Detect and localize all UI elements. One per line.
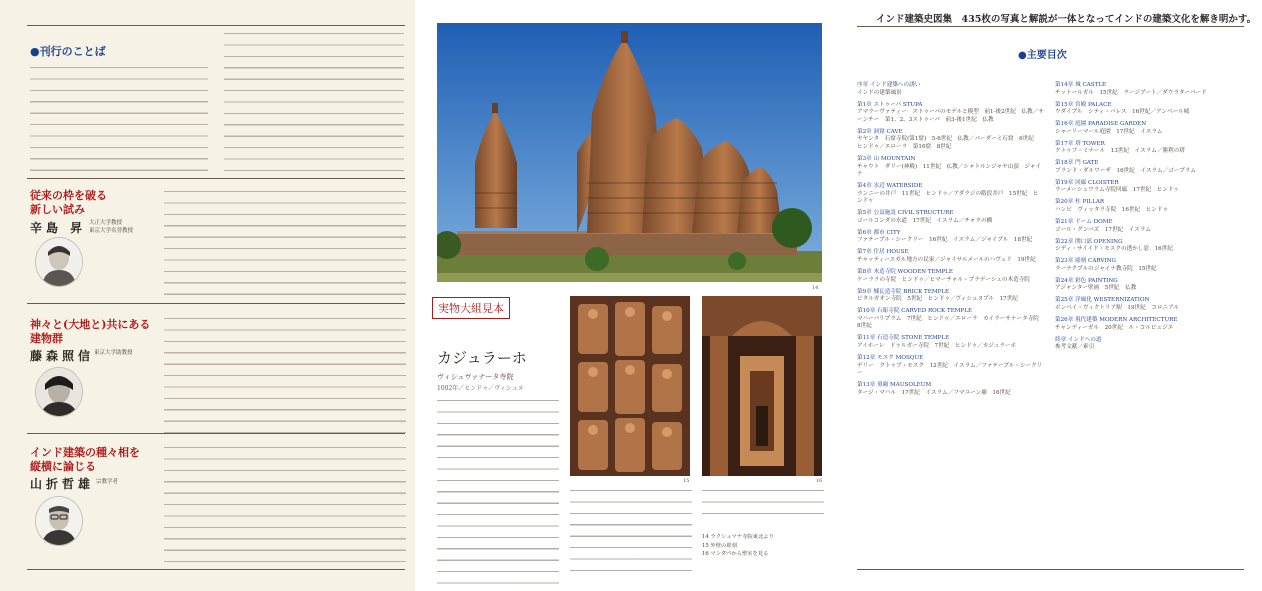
toc-entry — [857, 230, 1044, 245]
toc-chapter-heading: 第26章 現代建築 MODERN ARCHITECTURE — [1055, 316, 1178, 323]
toc-entry — [1055, 337, 1245, 352]
toc-chapter-contents: ゴールコンダの水道 17世紀 イスラム／チャラの橋 — [857, 217, 993, 224]
toc-chapter-contents: ブランド・ダルワーザ 16世紀 イスラム／ゴープラム — [1055, 167, 1196, 174]
toc-entry — [1055, 239, 1245, 254]
sculpture-illustration — [570, 296, 690, 476]
toc-entry — [1055, 278, 1245, 293]
essay-title-fujimori — [30, 318, 150, 346]
toc-chapter-heading: 第7章 住居 HOUSE — [857, 249, 909, 256]
temple-main-photo — [437, 23, 822, 282]
essay-title-line2: 建物群 — [30, 332, 63, 345]
toc-entry — [857, 308, 1044, 331]
bottom-rule — [27, 569, 405, 570]
toc-chapter-heading: 第13章 墓廟 MAUSOLEUM — [857, 382, 932, 389]
toc-chapter-heading: 第14章 城 CASTLE — [1055, 82, 1107, 88]
section-rule-3 — [27, 433, 405, 434]
interior-illustration — [702, 296, 822, 476]
toc-entry — [1055, 141, 1245, 156]
toc-entry — [1055, 102, 1245, 117]
essay-title-yamaori — [30, 446, 140, 474]
toc-chapter-heading: 第6章 都市 CITY — [857, 229, 901, 236]
toc-chapter-contents: ゴール・グンバズ 17世紀 イスラム — [1055, 226, 1152, 233]
series-header: インド建築史図集 435枚の写真と解説が一体となってインドの建築文化を解き明かす。 — [876, 14, 1257, 25]
affiliation-karashima — [89, 219, 133, 235]
toc-chapter-heading: 第21章 ドーム DOME — [1055, 219, 1113, 226]
affiliation-yamaori: 宗教学者 — [96, 479, 119, 485]
left-page — [0, 0, 415, 591]
toc-entry — [857, 210, 1044, 225]
toc-chapter-contents: チャウト ダリー(神殿) 11世紀 仏教／シャトルンジャヤ山頂 ジャイナ — [857, 163, 1042, 178]
interior-photo — [702, 296, 822, 476]
toc-chapter-contents: アマラーヴァティー ストゥーパのモデルと模型 前1-後2世紀 仏教／サーンチー 第1、2、3ストゥーパ 前3-後1世紀 仏教 — [857, 109, 1044, 123]
toc-chapter-heading: 第17章 塔 TOWER — [1055, 140, 1105, 147]
photo-text-col-1 — [570, 490, 692, 574]
toc-chapter-heading: 第16章 庭園 PARADISE GARDEN — [1055, 121, 1147, 128]
toc-entry — [857, 269, 1044, 284]
toc-title: ●主要目次 — [1018, 50, 1067, 61]
toc-chapter-heading: 第25章 洋風化 WESTERNIZATION — [1055, 297, 1150, 304]
toc-chapter-contents: チャンディーガル 20世紀 ル・コルビュジエ — [1055, 324, 1174, 331]
author-yamaori: 山折哲雄 — [30, 477, 95, 491]
foreword-column-1 — [30, 62, 208, 171]
section-title-foreword: ●刊行のことば — [30, 45, 106, 58]
author-portrait-fujimori — [35, 367, 83, 417]
figure-note: 15 外壁の彫刻 — [702, 542, 737, 549]
essay-body-fujimori — [164, 313, 406, 434]
toc-entry — [857, 355, 1044, 378]
toc-entry — [1055, 160, 1245, 175]
figure-note: 16 マンダパから聖室を見る — [702, 551, 769, 557]
toc-chapter-heading: 第23章 彫刻 CARVING — [1055, 258, 1116, 265]
toc-chapter-contents: ボンベイ・ヴィクトリア駅 19世紀 コロニアル — [1055, 304, 1180, 311]
toc-entry — [857, 129, 1044, 152]
figure-number-15: 15 — [683, 478, 690, 484]
toc-chapter-heading: 第20章 柱 PILLAR — [1055, 199, 1105, 206]
toc-chapter-contents: シャーリーマール庭園 17世紀 イスラム — [1055, 128, 1163, 135]
toc-chapter-contents: ケーララの寺院 ヒンドゥ／ヒマーチャル・プラデーシュの木造寺院 — [857, 276, 1030, 283]
toc-chapter-contents: アジャンター壁画 5世紀 仏教 — [1055, 285, 1137, 292]
toc-chapter-contents: アイホーレ ドゥルガー寺院 7世紀 ヒンドゥ／カジュラーホ — [857, 342, 1017, 349]
toc-entry — [857, 156, 1044, 179]
essay-body-yamaori — [164, 442, 406, 563]
toc-entry — [1055, 258, 1245, 273]
toc-chapter-heading: 第24章 彩色 PAINTING — [1055, 277, 1118, 284]
toc-entry — [857, 82, 1044, 97]
essay-title-line2: 縦横に論じる — [30, 460, 96, 473]
toc-chapter-contents: クトゥブ・ミナール 13世紀 イスラム／勝利の塔 — [1055, 148, 1185, 155]
toc-entry — [857, 102, 1044, 125]
essay-title-line1: 従来の枠を破る — [30, 189, 107, 202]
section-rule-1 — [27, 178, 405, 179]
toc-chapter-heading: 第18章 門 GATE — [1055, 160, 1099, 167]
foreword-column-2 — [224, 27, 404, 181]
toc-chapter-contents: ヤヤンタ 石窟寺院(第1窟) 5-6世紀 仏教／バーダーミ石窟 6世紀 ヒンドゥ／エローラ 第16窟 8世紀 — [857, 136, 1040, 150]
toc-chapter-heading: 第22章 開口部 OPENING — [1055, 238, 1123, 245]
temple-illustration — [437, 23, 822, 282]
figure-note: 14 ラクシュマナ寺院東北より — [702, 534, 774, 540]
portrait-avatar-icon — [36, 238, 82, 286]
toc-chapter-contents: ハンピ ヴィッタラ寺院 16世紀 ヒンドゥ — [1055, 207, 1168, 214]
toc-chapter-heading: 第2章 洞窟 CAVE — [857, 128, 903, 135]
toc-entry — [1055, 82, 1245, 97]
toc-chapter-contents: ファテープル・シークリー 16世紀 イスラム／ジャイプル 18世紀 — [857, 237, 1033, 244]
author-fujimori: 藤森照信 — [30, 349, 95, 363]
author-karashima: 辛島 昇 — [30, 221, 87, 235]
relief-photo — [570, 296, 690, 476]
toc-entry — [1055, 219, 1245, 234]
toc-entry — [857, 289, 1044, 304]
toc-entry — [857, 183, 1044, 206]
toc-entry — [857, 382, 1044, 397]
sample-stamp: 実物大組見本 — [432, 297, 510, 319]
essay-title-karashima — [30, 189, 107, 217]
author-portrait-yamaori — [35, 496, 83, 546]
toc-chapter-contents: デリー クトゥブ・モスク 12世紀 イスラム／ファテープル・シークリー — [857, 362, 1043, 377]
toc-chapter-heading: 第10章 石彫寺院 CARVED ROCK TEMPLE — [857, 308, 973, 315]
portrait-avatar-icon — [36, 368, 82, 416]
toc-chapter-heading: 第15章 宮殿 PALACE — [1055, 101, 1112, 108]
toc-chapter-contents: チャッティースガル地方の民家／ジャイサルメールのハヴェリ 19世紀 — [857, 257, 1036, 264]
toc-entry — [1055, 180, 1245, 195]
toc-chapter-heading: 終章 インドへの道 — [1055, 336, 1102, 343]
article-body — [437, 396, 559, 586]
toc-column-left — [857, 82, 1044, 402]
toc-entry — [1055, 317, 1245, 332]
article-title: カジュラーホ — [437, 349, 527, 367]
toc-chapter-contents: ウダイプル シティ・パレス 16世紀／アンベール城 — [1055, 109, 1190, 116]
toc-chapter-heading: 第9章 煉瓦造寺院 BRICK TEMPLE — [857, 288, 950, 295]
essay-title-line1: インド建築の種々相を — [30, 446, 140, 459]
toc-chapter-contents: ビタルガオン寺院 5世紀 ヒンドゥ／ヴィシュヌプル 17世紀 — [857, 296, 1018, 303]
toc-chapter-heading: 第11章 石造寺院 STONE TEMPLE — [857, 335, 950, 342]
toc-chapter-contents: ラーメーシュワラム寺院回廊 17世紀 ヒンドゥ — [1055, 187, 1179, 194]
figure-number-14: 14 — [812, 285, 819, 291]
toc-chapter-heading: 第19章 回廊 CLOISTER — [1055, 179, 1119, 186]
toc-entry — [857, 249, 1044, 264]
affil-line2: 東京大学名誉教授 — [89, 228, 134, 234]
section-rule-2 — [27, 303, 405, 304]
toc-chapter-heading: 第5章 公益施設 CIVIL STRUCTURE — [857, 210, 954, 217]
top-rule — [27, 25, 405, 26]
toc-chapter-heading: 第1章 ストゥーパ STUPA — [857, 101, 923, 108]
author-portrait-karashima — [35, 237, 83, 287]
toc-chapter-contents: ランニーの井戸 11世紀 ヒンドゥ／アダラジの階段井戸 15世紀 ヒンドゥ — [857, 190, 1039, 205]
toc-chapter-contents: チットールガル 15世紀 ラージプート／ダウラターバード — [1055, 89, 1207, 96]
toc-chapter-heading: 序章 インド建築への誘い — [857, 82, 921, 88]
toc-column-right — [1055, 82, 1245, 356]
bottom-rule-right — [857, 569, 1244, 570]
toc-chapter-contents: インドの建築風景 — [857, 89, 902, 96]
figure-notes — [702, 533, 774, 559]
toc-chapter-heading: 第4章 水辺 WATERSIDE — [857, 183, 923, 190]
toc-entry — [1055, 121, 1245, 136]
toc-chapter-contents: 参考文献／索引 — [1055, 344, 1095, 351]
toc-chapter-contents: タージ・マハル 17世紀 イスラム／フマユーン廟 16世紀 — [857, 389, 1011, 396]
photo-text-col-2 — [702, 490, 824, 520]
toc-chapter-contents: ラーナクプルのジャイナ教寺院 15世紀 — [1055, 265, 1157, 272]
toc-chapter-contents: シディ・サイイド・モスクの透かし窓 16世紀 — [1055, 246, 1173, 253]
affil-line1: 大正大学教授 — [89, 220, 123, 226]
essay-body-karashima — [164, 186, 406, 297]
article-subtitle: ヴィシュヴァナータ寺院 — [437, 373, 514, 381]
toc-chapter-heading: 第8章 木造寺院 WOODEN TEMPLE — [857, 269, 953, 275]
essay-title-line2: 新しい試み — [30, 203, 85, 216]
affiliation-fujimori: 東京大学助教授 — [94, 350, 133, 356]
portrait-avatar-icon — [36, 497, 82, 545]
toc-entry — [1055, 297, 1245, 312]
toc-entry — [857, 335, 1044, 350]
toc-chapter-contents: マハーバリプラム 7世紀 ヒンドゥ／エローラ カイラーサナータ寺院 8世紀 — [857, 315, 1045, 330]
header-rule — [857, 26, 1244, 27]
toc-entry — [1055, 199, 1245, 214]
toc-chapter-heading: 第12章 モスク MOSQUE — [857, 354, 924, 361]
essay-title-line1: 神々と(大地と)共にある — [30, 318, 151, 331]
toc-chapter-heading: 第3章 山 MOUNTAIN — [857, 155, 916, 162]
article-meta: 1002年／ヒンドゥ／ヴィシュヌ — [437, 385, 524, 392]
figure-number-16: 16 — [816, 478, 823, 484]
